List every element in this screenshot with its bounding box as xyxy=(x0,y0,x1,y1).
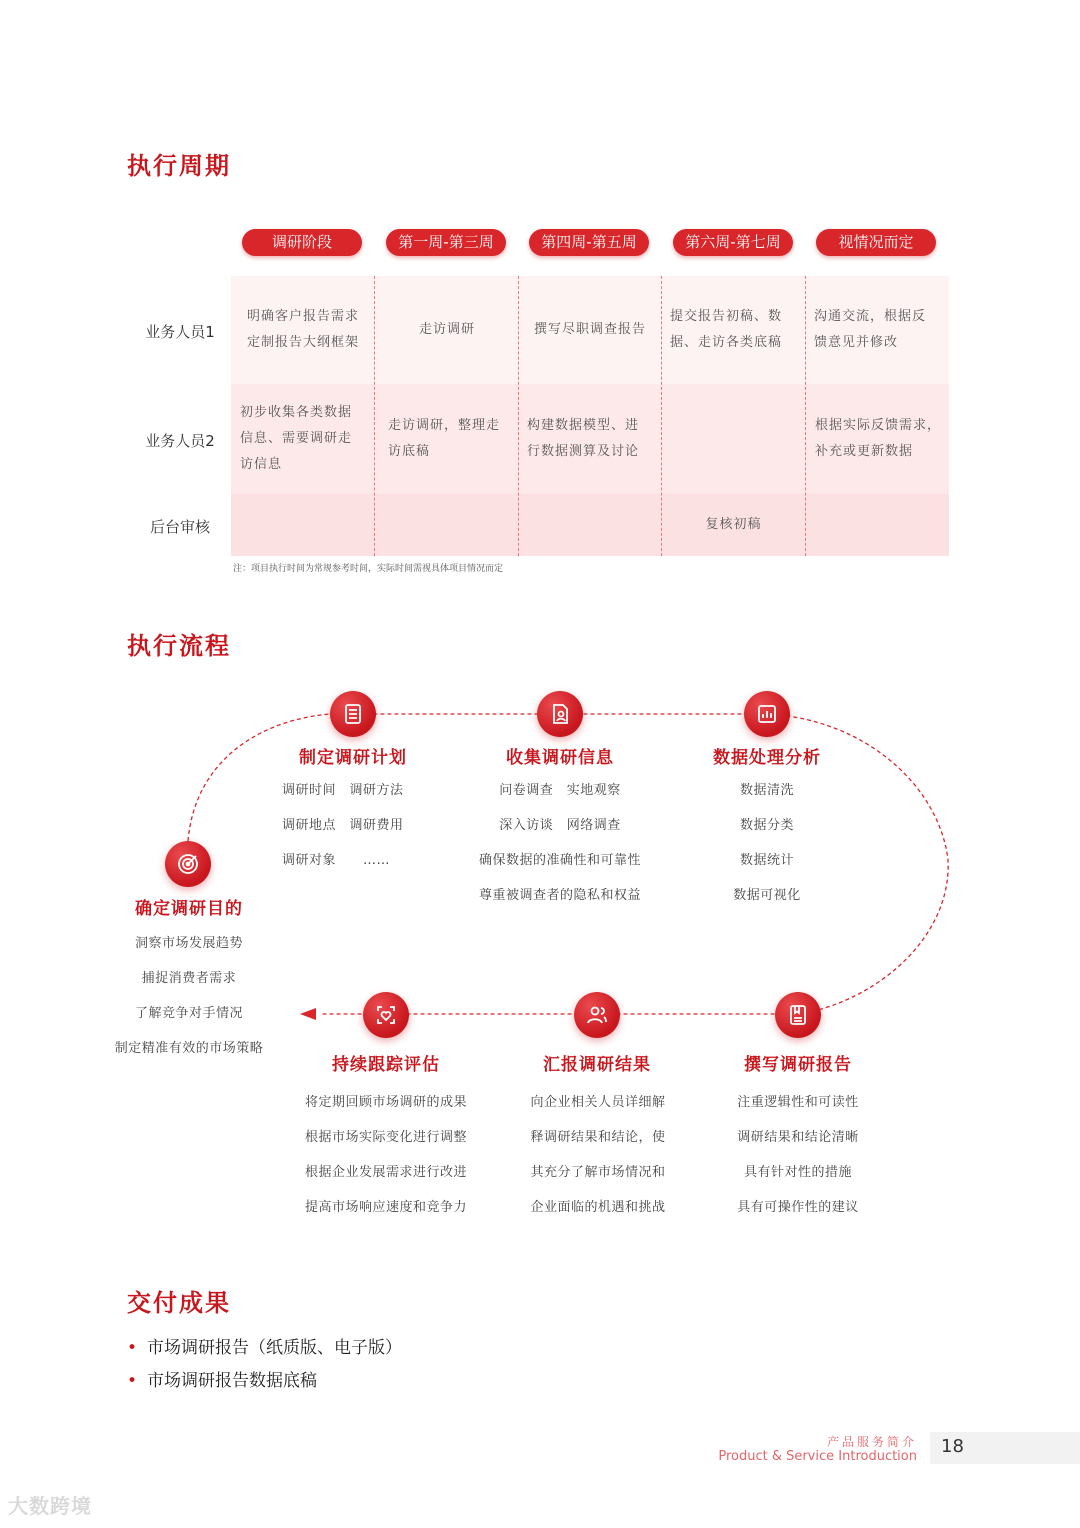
target-icon xyxy=(165,841,211,887)
table-cell: 初步收集各类数据 信息、需要调研走 访信息 xyxy=(240,405,353,472)
step-list: 问卷调查 实地观察 深入访谈 网络调查 确保数据的准确性和可靠性 尊重被调查者的隐私和权益 xyxy=(478,783,641,903)
step-list: 注重逻辑性和可读性 调研结果和结论清晰 具有针对性的措施 具有可操作性的建议 xyxy=(737,1095,859,1215)
header-pill: 第一周-第三周 xyxy=(386,229,506,256)
report-icon xyxy=(775,992,821,1038)
people-icon xyxy=(574,992,620,1038)
step-list: 调研时间 调研方法 调研地点 调研费用 调研对象 …… xyxy=(282,783,404,868)
row-label: 业务人员2 xyxy=(145,432,215,450)
row-label: 业务人员1 xyxy=(145,323,215,341)
table-cell: 构建数据模型、进 行数据测算及讨论 xyxy=(527,418,640,459)
list-item: • 市场调研报告（纸质版、电子版） xyxy=(127,1338,403,1358)
footer-en: Product & Service Introduction xyxy=(718,1449,917,1464)
step-title: 确定调研目的 xyxy=(135,899,243,919)
table-cell: 提交报告初稿、数 据、走访各类底稿 xyxy=(670,309,783,350)
step-title: 制定调研计划 xyxy=(299,748,407,768)
table-cell: 走访调研，整理走 访底稿 xyxy=(388,418,501,459)
header-pill: 第四周-第五周 xyxy=(529,229,649,256)
list-item: • 市场调研报告数据底稿 xyxy=(127,1371,318,1391)
chart-icon xyxy=(744,691,790,737)
step-list: 数据清洗 数据分类 数据统计 数据可视化 xyxy=(733,783,801,903)
list-icon xyxy=(330,691,376,737)
table-cell: 复核初稿 xyxy=(705,517,762,532)
step-list: 将定期回顾市场调研的成果 根据市场实际变化进行调整 根据企业发展需求进行改进 提高市场响应速度和竞争力 xyxy=(304,1095,467,1215)
step-title: 持续跟踪评估 xyxy=(332,1055,440,1075)
page-number: 18 xyxy=(941,1436,964,1457)
header-pill: 视情况而定 xyxy=(816,229,936,256)
document-person-icon xyxy=(537,691,583,737)
footer-cn: 产品服务简介 xyxy=(826,1435,917,1449)
step-title: 汇报调研结果 xyxy=(543,1055,651,1075)
header-pill: 调研阶段 xyxy=(242,229,362,256)
table-cell: 走访调研 xyxy=(418,322,475,337)
header-pill: 第六周-第七周 xyxy=(673,229,793,256)
table-cell: 明确客户报告需求 定制报告大纲框架 xyxy=(246,309,359,350)
step-title: 收集调研信息 xyxy=(506,748,614,768)
table-cell: 撰写尽职调查报告 xyxy=(533,322,646,337)
table-cell: 沟通交流，根据反 馈意见并修改 xyxy=(814,309,927,350)
schedule-title: 执行周期 xyxy=(127,152,231,180)
step-list: 洞察市场发展趋势 捕捉消费者需求 了解竞争对手情况 制定精准有效的市场策略 xyxy=(114,936,264,1056)
step-title: 数据处理分析 xyxy=(713,748,821,768)
table-cell: 根据实际反馈需求， 补充或更新数据 xyxy=(815,418,942,459)
table-note: 注：项目执行时间为常规参考时间，实际时间需视具体项目情况而定 xyxy=(233,564,504,574)
row-label: 后台审核 xyxy=(149,518,210,536)
step-title: 撰写调研报告 xyxy=(744,1055,852,1075)
flow-title: 执行流程 xyxy=(127,632,231,660)
deliverables-title: 交付成果 xyxy=(127,1289,231,1317)
watermark: 大数跨境 xyxy=(8,1494,92,1518)
step-list: 向企业相关人员详细解 释调研结果和结论，使 其充分了解市场情况和 企业面临的机遇和挑战 xyxy=(530,1095,666,1215)
heart-monitor-icon xyxy=(363,992,409,1038)
